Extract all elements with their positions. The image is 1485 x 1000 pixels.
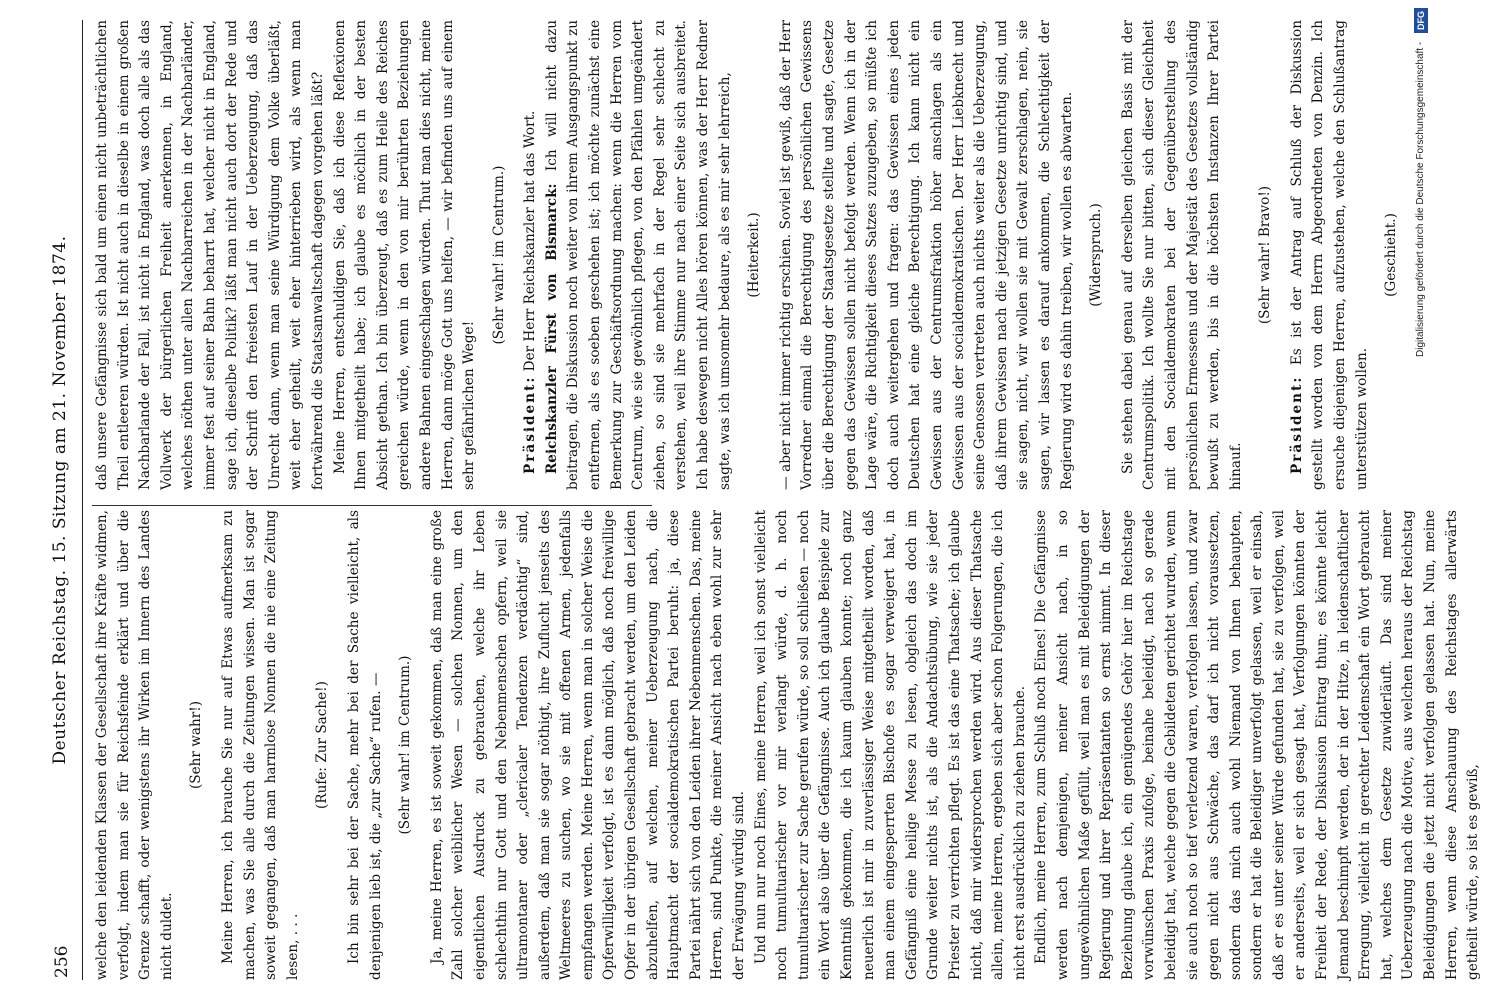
paragraph: Ja, meine Herren, es ist soweit gekommen, daß man eine große Zahl solcher weiblicher Wesen — solchen Nonnen, um den eigentlichen Ausdruck zu gebrauchen, welche ihr Leben schlechthin nur Gott und den Nebenmenschen opfern, weil sie ultramontaner oder „clericaler Tendenzen verdächtig“ sind, außerdem, daß man sie sogar nöthigt, ihre Zuflucht jenseits des Weltmeeres zu suchen, wo sie mit offenen Armen, jedenfalls empfangen werden. Meine Herren, wenn man in solcher Weise die Opferwilligkeit verfolgt, ist es dann möglich, daß noch freiwillige Opfer in der übrigen Gesellschaft gebracht werden, um den Leiden abzuhelfen, auf welchen, meiner Ueberzeugung nach, die Hauptmacht der socialdemokratischen Partei beruht: ja, diese Partei nährt sich von den Leiden ihrer Nebenmenschen. Das, meine Herren, sind Punkte, die meiner Ansicht nach eben wohl zur sehr der Erwägung würdig sind.	[428, 510, 748, 980]
paragraph: welche den leidenden Klassen der Gesellschaft ihre Kräfte widmen, verfolgt, indem man sie für Reichsfeinde erklärt und über die Grenze schafft, oder wenigstens ihr Wirken im Innern des Landes nicht duldet.	[94, 510, 175, 980]
interjection: (Sehr wahr!)	[188, 701, 205, 789]
statement-text: Der Herr Reichskanzler hat das Wort.	[522, 110, 539, 372]
left-column	[92, 510, 1485, 980]
header-rule	[82, 20, 83, 980]
interjection: (Heiterkeit.)	[746, 212, 763, 298]
speaker-label: Reichskanzler Fürst von Bismarck:	[543, 183, 560, 474]
interjection: (Widerspruch.)	[1088, 203, 1105, 307]
president-statement	[520, 20, 542, 490]
credit-text: Digitalisierung gefördert durch die Deutsche Forschungsgemeinschaft -	[1415, 41, 1426, 357]
right-column	[92, 20, 1413, 490]
interjection: (Sehr wahr! im Centrum.)	[490, 165, 507, 345]
paragraph: — aber nicht immer richtig erschien. Soviel ist gewiß, daß der Herr Vorredner einmal die Berechtigung des persönlichen Gewissens über die Berechtigung der Staatsgesetze stellte und sagte, Gesetze gegen das Gewissen sollen nicht befolgt werden. Wenn ich in der Lage wäre, die Richtigkeit dieses Satzes zuzugeben, so müßte ich doch auch weitergehen und fragen: das Gewissen eines jeden Deutschen hat eine gleiche Berechtigung. Ich kann nicht ein Gewissen aus der Centrumsfraktion höher anschlagen als ein Gewissen aus der socialdemokratischen. Der Herr Liebknecht und seine Genossen vertreten auch nichts weiter als die Ueberzeugung, daß ihrem Gewissen nach die jetzigen Gesetze unrichtig sind, und sie sagen, nicht, wir wollen sie mit Gewalt zerschlagen, nein, sie sagen, wir lassen es darauf ankommen, die Schlechtigkeit der Regierung wird es dahin treiben, wir wollen es abwarten.	[777, 20, 1075, 490]
dfg-logo: DFG	[1414, 8, 1428, 33]
president-statement	[1287, 20, 1373, 490]
chancellor-statement	[542, 20, 736, 490]
paragraph: Sie stehen dabei genau auf derselben gleichen Basis mit der Centrumspolitik. Ich wollte Sie nur bitten, sich dieser Gleichheit mit den Socialdemokraten bei der Gegenüberstellung des persönlichen Ermessens und der Majestät des Gesetzes vollständig bewußt zu werden, bis in die höchsten Instanzen Ihrer Partei hinauf.	[1119, 20, 1244, 490]
interjection: (Sehr wahr! Bravo!)	[1257, 185, 1274, 325]
paragraph: Endlich, meine Herren, zum Schluß noch Eines! Die Gefängnisse werden nach demjenigen, meiner Ansicht nach, in so ungewöhnlichen Maße gefüllt, weil man es mit Beleidigungen der Regierung und ihrer Repräsentanten so ernst nimmt. In dieser Beziehung glaube ich, ein genügendes Gehör hier im Reichstage vorwünschen Praxis zufolge, beinahe beleidigt, nach so gerade beleidigt hat, welche gegen die Gebildeten gerichtet wurden, wenn sie auch noch so tief verletzend waren, verfolgen lassen, und zwar gegen nicht aus Schwäche, das darf ich nicht voraussetzen, sondern das mich auch wohl Niemand von Ihnen behaupten, sondern er hat die Beleidiger unverfolgt gelassen, weil er einsah, daß er es unter seiner Würde gefunden hat, sie zu verfolgen, weil er anderseits, weil er sich gesagt hat, Verfolgungen könnten der Freiheit der Rede, der Diskussion Eintrag thun; es könnte leicht Jemand beschimpft werden, der in der Hitze, in leidenschaftlicher Erregung, vielleicht in gerechter Leidenschaft ein Wort gebraucht hat, welches dem Gesetze zuwiderläuft. Das sind meiner Ueberzeugung nach die Motive, aus welchen heraus der Reichstag Beleidigungen die jetzt nicht verfolgen gelassen hat. Nun, meine Herren, wenn diese Anschauung des Reichstages allerwärts getheilt würde, so ist es gewiß,	[1033, 510, 1482, 980]
statement-text: Es ist der Antrag auf Schluß der Diskussion gestellt worden von dem Herrn Abgeordneten von Denzin. Ich ersuche diejenigen Herren, aufzustehen, welche den Schlußantrag unterstützen wollen.	[1288, 20, 1370, 490]
interjection: (Geschieht.)	[1383, 213, 1400, 297]
paragraph: Meine Herren, ich brauche Sie nur auf Etwas aufmerksam zu machen, was Sie alle durch die Zeitungen wissen. Man ist sogar soweit gegangen, daß man harmlose Nonnen die nie eine Zeitung lesen, . . .	[219, 510, 301, 980]
page-title: Deutscher Reichstag. 15. Sitzung am 21. November 1874.	[50, 235, 70, 765]
paragraph: Und nun nur noch Eines, meine Herren, weil ich sonst vielleicht noch tumultuarischer vor mir verlangt würde, d. h. noch tumultuarischer zur Sache gerufen würde, so soll schließen — noch ein Wort also über die Gefängnisse. Auch ich glaube Beispiele zur Kenntniß gekommen, die ich kaum glauben konnte; noch ganz neuerlich ist mir in zuverlässiger Weise mitgetheilt worden, daß man einem eingesperrten Bischofe es sogar verweigert hat, in Gefängniß eine heilige Messe zu lesen, obgleich das doch im Grunde weiter nichts ist, als die Andachtsübung, wie sie jeder Priester zu verrichten pflegt. Es ist das eine Thatsache; ich glaube nicht, daß mir widersprochen werden wird. Aus dieser Thatsache allein, meine Herren, ergeben sich aber schon Folgerungen, die ich nicht erst ausdrücklich zu ziehen brauche.	[752, 510, 1028, 980]
digitization-credit	[1410, 0, 1432, 1000]
paragraph: Ich bin sehr bei der Sache, mehr bei der Sache vielleicht, als denjenigen lieb ist, die „zur Sache“ rufen. —	[345, 510, 384, 980]
statement-text: Ich will nicht dazu beitragen, die Diskussion noch weiter von ihrem Ausgangspunkt zu entfernen, als es soeben geschehen ist; ich möchte zunächst eine Bemerkung zur Geschäftsordnung machen: wenn die Herren vom Centrum, wie sie gewöhnlich pflegen, von den Pfählen umgeändert ziehen, so sind sie mehrfach in der Regel sehr schlecht zu verstehen, weil ihre Stimme nur nach einer Seite sich ausbreitet. Ich habe deswegen nicht Alles hören können, was der Herr Redner sagte, was ich umsomehr bedaure, als es mir sehr lehrreich,	[543, 20, 733, 490]
paragraph: Meine Herren, entschuldigen Sie, daß ich diese Reflexionen Ihnen mitgetheilt habe; ich glaube es möchlich in der besten Absicht gethan. Ich bin überzeugt, daß es zum Heile des Reiches gereichen würde, wenn in den von mir berührten Beziehungen andere Bahnen eingeschlagen würden. Thut man dies nicht, meine Herren, dann möge Gott uns helfen, — wir befinden uns auf einem sehr gefährlichen Wege!	[331, 20, 478, 490]
speaker-label: Präsident:	[1288, 375, 1305, 474]
interjection: (Rufe: Zur Sache!)	[314, 681, 331, 809]
page-number: 256	[52, 945, 72, 978]
paragraph: daß unsere Gefängnisse sich bald um einen nicht unbeträchtlichen Theil entleeren würden. Ist nicht auch in dieselbe in einem großen Nachbarlande der Fall, ist nicht in England, was doch alle als das Vollwerk der bürgerlichen Freiheit anerkennen, in England, welches nöthen unter allen Nachbarreichen in der Nachbarländer, immer fest auf seiner Bahn beharrt hat, welcher nicht in England, sage ich, dieselbe Politik? läßt man nicht auch dort der Rede und der Schrift den freiesten Lauf in der Ueberzeugung, daß das Unrecht dann, wenn man seine Würdigung dem Volke überläßt, weit eher geheilt, weit eher hinterrieben wird, als wenn man fortwährend die Staatsanwaltschaft dagegen vorgehen läßt?	[94, 20, 326, 490]
interjection: (Sehr wahr! im Centrum.)	[397, 655, 414, 835]
speaker-label: Präsident:	[522, 375, 539, 474]
column-divider	[92, 505, 652, 506]
